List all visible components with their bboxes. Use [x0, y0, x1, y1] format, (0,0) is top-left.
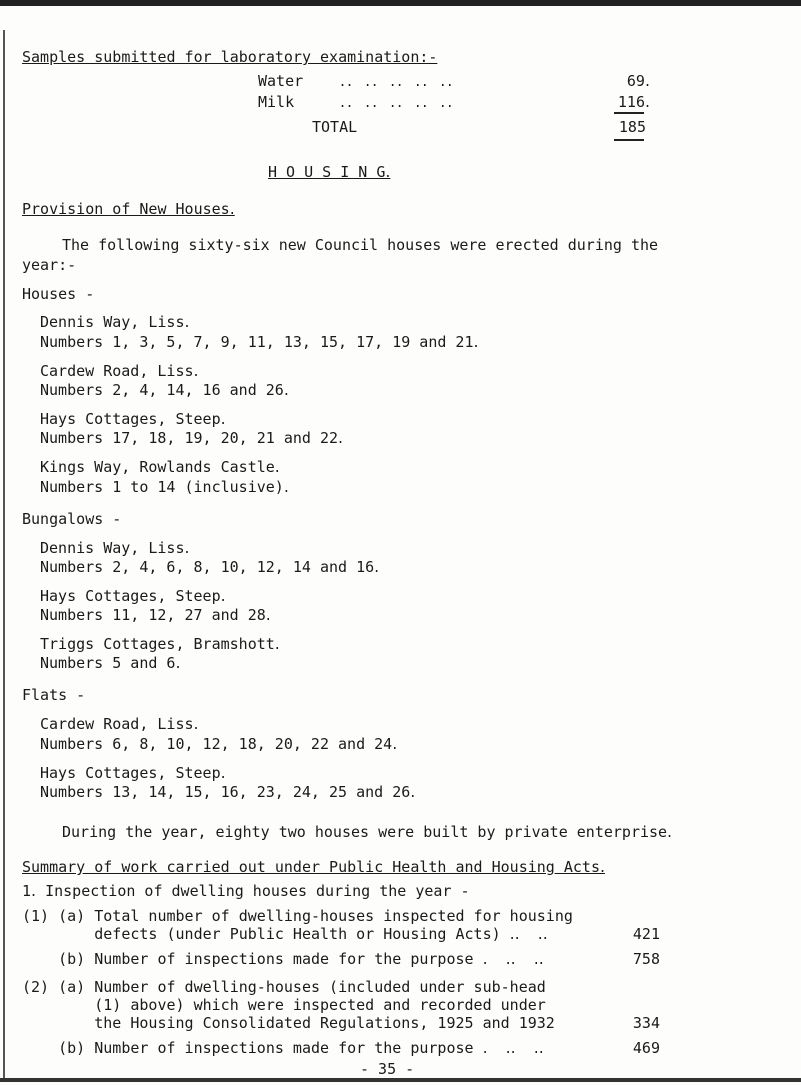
water-dots: ․․ ․․ ․․ ․․ ․․ [340, 72, 455, 90]
bungalows-numbers: Numbers 2, 4, 6, 8, 10, 12, 14 and 16․ [40, 558, 380, 576]
summary-value-1a: 421 [632, 925, 660, 943]
flats-numbers: Numbers 13, 14, 15, 16, 23, 24, 25 and 26․ [40, 783, 416, 801]
summary-value-2a: 334 [632, 1014, 660, 1032]
row-line: (b) Number of inspections made for the purpose ․ ․․ ․․ [22, 1039, 544, 1057]
row-line: (1) (a) Total number of dwelling-houses inspected for housing [22, 907, 573, 925]
private-enterprise-note: During the year, eighty two houses were built by private enterprise․ [62, 823, 673, 841]
total-label: TOTAL [312, 118, 358, 136]
flats-place: Cardew Road, Liss․ [40, 715, 199, 733]
water-value: 69․ [626, 72, 650, 90]
summary-value-1b: 758 [632, 950, 660, 968]
bungalows-place: Triggs Cottages, Bramshott․ [40, 635, 280, 653]
summary-row-1b [22, 950, 544, 968]
provision-heading: Provision of New Houses․ [22, 200, 235, 218]
bungalows-label: Bungalows - [22, 510, 122, 528]
bungalows-numbers: Numbers 5 and 6․ [40, 654, 181, 672]
summary-heading: Summary of work carried out under Public Health and Housing Acts․ [22, 858, 605, 876]
provision-intro: The following sixty-six new Council houses were erected during the [62, 236, 659, 254]
bungalows-place: Dennis Way, Liss․ [40, 539, 190, 557]
houses-numbers: Numbers 1 to 14 (inclusive)․ [40, 478, 289, 496]
bungalows-numbers: Numbers 11, 12, 27 and 28․ [40, 606, 271, 624]
flats-place: Hays Cottages, Steep․ [40, 764, 226, 782]
flats-numbers: Numbers 6, 8, 10, 12, 18, 20, 22 and 24․ [40, 735, 398, 753]
milk-value: 116․ [617, 93, 650, 111]
row-line: the Housing Consolidated Regulations, 1925 and 1932 [22, 1014, 555, 1032]
summary-row-2a [22, 978, 555, 1032]
water-label: Water [258, 72, 304, 90]
top-border [0, 0, 801, 6]
houses-place: Dennis Way, Liss․ [40, 313, 190, 331]
houses-place: Kings Way, Rowlands Castle․ [40, 458, 280, 476]
summary-row-1a [22, 907, 573, 943]
summary-row-2b [22, 1039, 544, 1057]
flats-label: Flats - [22, 686, 86, 704]
provision-intro-end: year:- [22, 256, 77, 274]
total-rule [614, 139, 644, 141]
row-line: (2) (a) Number of dwelling-houses (included under sub-head [22, 978, 546, 996]
samples-heading: Samples submitted for laboratory examination:- [22, 48, 438, 66]
houses-numbers: Numbers 2, 4, 14, 16 and 26․ [40, 381, 289, 399]
subtotal-rule [614, 112, 644, 114]
houses-place: Hays Cottages, Steep․ [40, 410, 226, 428]
summary-value-2b: 469 [632, 1039, 660, 1057]
houses-label: Houses - [22, 285, 95, 303]
milk-dots: ․․ ․․ ․․ ․․ ․․ [340, 93, 455, 111]
row-line: (1) above) which were inspected and recorded under [22, 996, 546, 1014]
milk-label: Milk [258, 93, 295, 111]
row-line: defects (under Public Health or Housing Acts) ․․ ․․ [22, 925, 548, 943]
page-number: - 35 - [360, 1060, 415, 1078]
inspection-heading: 1․ Inspection of dwelling houses during the year - [22, 882, 470, 900]
houses-numbers: Numbers 1, 3, 5, 7, 9, 11, 13, 15, 17, 19 and 21․ [40, 333, 479, 351]
houses-numbers: Numbers 17, 18, 19, 20, 21 and 22․ [40, 429, 344, 447]
bungalows-place: Hays Cottages, Steep․ [40, 587, 226, 605]
bottom-border [0, 1078, 801, 1082]
left-margin-line [3, 30, 5, 1080]
total-value: 185 [618, 118, 646, 136]
row-line: (b) Number of inspections made for the purpose ․ ․․ ․․ [22, 950, 544, 968]
houses-place: Cardew Road, Liss․ [40, 362, 199, 380]
housing-title: H O U S I N G․ [268, 163, 391, 181]
